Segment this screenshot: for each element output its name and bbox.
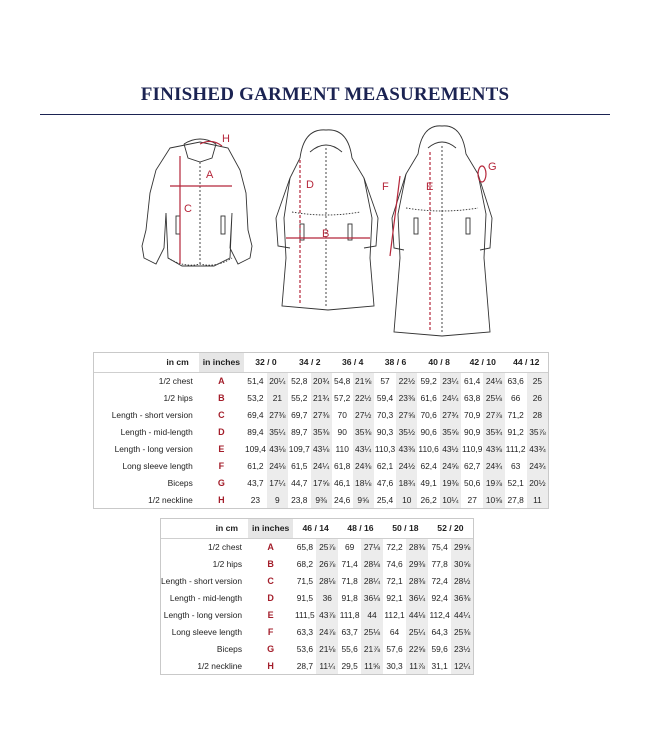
value-cm: 53,6: [296, 643, 313, 654]
value-cm: 70,9: [464, 409, 481, 420]
value-cm: 64,3: [431, 626, 448, 637]
value-cm: 72,2: [386, 541, 403, 552]
measurement-label: Biceps: [216, 643, 243, 654]
measurement-label: Long sleeve length: [171, 626, 243, 637]
label-g: G: [488, 161, 497, 173]
measurement-letter: E: [267, 609, 274, 620]
value-cm: 26,2: [420, 494, 437, 505]
value-cm: 71,8: [341, 575, 358, 586]
value-inches: 28½: [451, 572, 473, 589]
unit-in-header: in inches: [199, 353, 244, 372]
value-cm: 91,5: [296, 592, 313, 603]
value-cm: 64: [389, 626, 400, 637]
mid-length-parka-drawing: [276, 130, 378, 310]
value-inches: 27⅛: [361, 538, 383, 555]
value-cm: 110: [335, 443, 349, 454]
value-inches: 27⅜: [311, 406, 332, 423]
value-cm: 111,2: [505, 443, 526, 454]
table-row: [161, 572, 473, 589]
value-inches: 9⅝: [353, 491, 374, 508]
value-cm: 63,6: [507, 375, 524, 386]
table-row: [161, 589, 473, 606]
value-cm: 49,1: [420, 477, 437, 488]
value-cm: 59,4: [376, 392, 394, 403]
value-cm: 61,6: [420, 392, 437, 403]
measurement-label: 1/2 neckline: [148, 494, 193, 505]
value-inches: 17¼: [267, 474, 288, 491]
measurement-letter: F: [218, 460, 225, 471]
table-row: [94, 440, 548, 457]
measurement-letter: F: [267, 626, 274, 637]
value-inches: 28⅛: [361, 555, 383, 572]
value-inches: 43¾: [527, 440, 548, 457]
value-cm: 69,7: [291, 409, 308, 420]
value-cm: 59,6: [431, 643, 448, 654]
measurement-label: 1/2 chest: [208, 541, 243, 552]
table-row: [161, 623, 473, 640]
value-cm: 89,4: [247, 426, 264, 437]
page-title: FINISHED GARMENT MEASUREMENTS: [140, 84, 510, 105]
value-cm: 55,6: [341, 643, 358, 654]
size-header: 46 / 14: [293, 519, 338, 538]
table-header-row: [161, 519, 473, 538]
measurement-label: 1/2 chest: [158, 375, 193, 386]
value-cm: 70: [337, 409, 347, 420]
value-inches: 19⅜: [440, 474, 461, 491]
value-inches: 43⅛: [267, 440, 288, 457]
value-cm: 28,7: [296, 660, 313, 671]
size-header: 34 / 2: [288, 353, 332, 372]
value-cm: 61,8: [334, 460, 351, 471]
value-inches: 27⅞: [483, 406, 504, 423]
value-cm: 70,3: [376, 409, 394, 420]
table-row: [94, 406, 548, 423]
value-inches: 23½: [451, 640, 473, 657]
value-cm: 54,8: [334, 375, 351, 386]
size-header: 40 / 8: [417, 353, 461, 372]
value-cm: 61,4: [464, 375, 481, 386]
value-cm: 69,4: [247, 409, 264, 420]
size-header: 52 / 20: [428, 519, 473, 538]
measurement-label: Long sleeve length: [122, 460, 193, 471]
value-cm: 51,4: [247, 375, 264, 386]
value-inches: 35¾: [483, 423, 504, 440]
value-inches: 9: [267, 491, 288, 508]
value-cm: 111,5: [294, 609, 315, 620]
measurement-letter: E: [218, 443, 225, 454]
value-inches: 29⅜: [406, 555, 428, 572]
value-inches: 28¼: [361, 572, 383, 589]
value-inches: 24¾: [527, 457, 548, 474]
value-inches: 18⅛: [353, 474, 374, 491]
value-inches: 21¾: [311, 389, 332, 406]
size-header: 44 / 12: [505, 353, 549, 372]
value-inches: 24⅞: [316, 623, 338, 640]
value-cm: 47,6: [376, 477, 394, 488]
value-cm: 90,3: [376, 426, 394, 437]
value-cm: 77,8: [431, 558, 448, 569]
value-inches: 35⅜: [311, 423, 332, 440]
value-cm: 90,6: [420, 426, 437, 437]
title-rule: [40, 114, 610, 115]
value-cm: 57,2: [334, 392, 351, 403]
value-inches: 44⅛: [406, 606, 428, 623]
value-cm: 89,7: [291, 426, 308, 437]
value-cm: 71,4: [341, 558, 358, 569]
measurement-letter: B: [218, 392, 225, 403]
value-inches: 17⅝: [311, 474, 332, 491]
value-cm: 23,8: [291, 494, 308, 505]
value-inches: 27½: [353, 406, 374, 423]
measurement-label: Length - short version: [111, 409, 193, 420]
value-inches: 20¼: [267, 372, 288, 389]
measurement-letter: G: [267, 643, 275, 654]
long-parka-drawing: [390, 126, 492, 336]
measurement-letter: H: [267, 660, 274, 671]
measurement-letter: G: [217, 477, 225, 488]
value-inches: 27⅝: [396, 406, 417, 423]
value-cm: 61,2: [247, 460, 264, 471]
value-inches: 11⅝: [361, 657, 383, 674]
value-inches: 24⅝: [440, 457, 461, 474]
value-inches: 28⅜: [406, 572, 428, 589]
value-inches: 11¼: [316, 657, 338, 674]
value-cm: 27,8: [507, 494, 524, 505]
measurement-label: 1/2 hips: [163, 392, 193, 403]
value-inches: 23⅜: [396, 389, 417, 406]
value-cm: 44,7: [291, 477, 308, 488]
value-inches: 12¼: [451, 657, 473, 674]
value-inches: 29⅝: [451, 538, 473, 555]
value-inches: 44¼: [451, 606, 473, 623]
value-inches: 26: [527, 389, 548, 406]
measurement-label: Biceps: [167, 477, 193, 488]
measurement-letter: C: [267, 575, 274, 586]
value-inches: 35½: [396, 423, 417, 440]
value-cm: 68,2: [296, 558, 313, 569]
size-header: 50 / 18: [383, 519, 428, 538]
value-inches: 26⅞: [316, 555, 338, 572]
value-inches: 43⅛: [311, 440, 332, 457]
table-row: [94, 474, 548, 491]
label-c: C: [184, 203, 192, 215]
value-inches: 35⅝: [440, 423, 461, 440]
value-inches: 36: [316, 589, 338, 606]
value-cm: 109,4: [244, 443, 266, 454]
value-inches: 44: [361, 606, 383, 623]
value-inches: 24⅜: [353, 457, 374, 474]
measurement-letter: H: [218, 494, 225, 505]
label-a: A: [206, 169, 214, 181]
label-d: D: [306, 179, 314, 191]
table-row: [161, 538, 473, 555]
value-cm: 57: [380, 375, 390, 386]
value-cm: 63,7: [341, 626, 358, 637]
table-row: [161, 606, 473, 623]
value-inches: 11: [527, 491, 548, 508]
value-cm: 112,1: [384, 609, 405, 620]
value-inches: 36⅛: [361, 589, 383, 606]
value-inches: 25⅜: [451, 623, 473, 640]
value-cm: 90,9: [464, 426, 481, 437]
value-cm: 92,4: [431, 592, 448, 603]
value-inches: 35⅜: [353, 423, 374, 440]
table-row: [161, 555, 473, 572]
value-cm: 31,1: [431, 660, 448, 671]
measurement-letter: D: [267, 592, 274, 603]
value-inches: 21⅝: [353, 372, 374, 389]
value-cm: 52,8: [291, 375, 308, 386]
value-inches: 43½: [440, 440, 461, 457]
value-inches: 18¾: [396, 474, 417, 491]
table-row: [94, 457, 548, 474]
value-cm: 111,8: [339, 609, 360, 620]
value-cm: 63,3: [296, 626, 313, 637]
table-row: [94, 372, 548, 389]
measurement-label: Length - long version: [163, 609, 243, 620]
size-header: 32 / 0: [244, 353, 288, 372]
value-cm: 70,6: [420, 409, 437, 420]
value-inches: 28⅜: [406, 538, 428, 555]
value-cm: 43,7: [247, 477, 264, 488]
value-cm: 91,2: [507, 426, 524, 437]
value-cm: 24,6: [334, 494, 351, 505]
size-header: 38 / 6: [374, 353, 418, 372]
value-inches: 20¾: [311, 372, 332, 389]
table-row: [94, 491, 548, 508]
unit-cm-header: in cm: [94, 353, 199, 372]
label-f: F: [382, 181, 389, 193]
measurement-letter: A: [218, 375, 225, 386]
value-inches: 21⅞: [361, 640, 383, 657]
value-inches: 36¼: [406, 589, 428, 606]
label-h: H: [222, 133, 230, 145]
value-inches: 43⅝: [483, 440, 504, 457]
value-cm: 23: [250, 494, 261, 505]
value-cm: 110,9: [462, 443, 483, 454]
unit-in-header: in inches: [248, 519, 293, 538]
table-row: [94, 423, 548, 440]
value-cm: 29,5: [341, 660, 358, 671]
value-inches: 10: [396, 491, 417, 508]
value-cm: 112,4: [429, 609, 450, 620]
value-cm: 53,2: [247, 392, 264, 403]
measurement-label: Length - mid-length: [120, 426, 193, 437]
value-inches: 22⅝: [406, 640, 428, 657]
value-inches: 21: [267, 389, 288, 406]
value-cm: 50,6: [464, 477, 481, 488]
value-inches: 20½: [527, 474, 548, 491]
value-cm: 62,7: [464, 460, 481, 471]
label-b: B: [322, 228, 330, 240]
measurement-label: 1/2 neckline: [197, 660, 243, 671]
value-cm: 75,4: [431, 541, 448, 552]
value-cm: 61,5: [291, 460, 308, 471]
value-inches: 43⅜: [396, 440, 417, 457]
table-row: [94, 389, 548, 406]
value-inches: 25⅛: [361, 623, 383, 640]
value-inches: 22½: [353, 389, 374, 406]
size-header: 42 / 10: [461, 353, 505, 372]
value-inches: 10¼: [440, 491, 461, 508]
value-cm: 57,6: [386, 643, 403, 654]
value-cm: 25,4: [376, 494, 394, 505]
value-inches: 25⅞: [316, 538, 338, 555]
table-row: [161, 657, 473, 674]
unit-cm-header: in cm: [161, 519, 248, 538]
measurements-table-2: [160, 518, 474, 675]
value-inches: 22½: [396, 372, 417, 389]
value-cm: 63: [511, 460, 521, 471]
value-inches: 25¼: [406, 623, 428, 640]
value-inches: 19⅞: [483, 474, 504, 491]
value-inches: 27¾: [440, 406, 461, 423]
value-cm: 72,1: [386, 575, 403, 586]
value-cm: 110,6: [418, 443, 439, 454]
value-inches: 27⅜: [267, 406, 288, 423]
value-inches: 10⅝: [483, 491, 504, 508]
value-cm: 69: [344, 541, 355, 552]
value-cm: 74,6: [386, 558, 403, 569]
value-inches: 24⅛: [483, 372, 504, 389]
value-cm: 90: [337, 426, 347, 437]
size-header: 36 / 4: [332, 353, 374, 372]
measurement-label: Length - short version: [161, 575, 243, 586]
measurement-label: Length - mid-length: [169, 592, 243, 603]
measurement-letter: A: [267, 541, 274, 552]
value-inches: 28⅛: [316, 572, 338, 589]
short-jacket-drawing: [142, 139, 252, 266]
value-inches: 11⅞: [406, 657, 428, 674]
value-inches: 24¼: [440, 389, 461, 406]
value-inches: 24⅛: [267, 457, 288, 474]
value-inches: 35⅞: [527, 423, 548, 440]
table-header-row: [94, 353, 548, 372]
value-cm: 91,8: [341, 592, 358, 603]
value-cm: 110,3: [374, 443, 396, 454]
measurements-table-1: [93, 352, 549, 509]
value-cm: 46,1: [334, 477, 351, 488]
value-inches: 43¼: [353, 440, 374, 457]
value-cm: 62,1: [376, 460, 394, 471]
value-inches: 21⅛: [316, 640, 338, 657]
table-row: [161, 640, 473, 657]
value-cm: 30,3: [386, 660, 403, 671]
value-cm: 52,1: [507, 477, 524, 488]
value-cm: 62,4: [420, 460, 437, 471]
label-e: E: [426, 181, 434, 193]
value-inches: 30⅝: [451, 555, 473, 572]
value-cm: 59,2: [420, 375, 437, 386]
value-cm: 71,2: [507, 409, 524, 420]
measurement-label: 1/2 hips: [212, 558, 243, 569]
value-cm: 65,8: [296, 541, 313, 552]
value-cm: 71,5: [296, 575, 313, 586]
measurement-letter: B: [267, 558, 274, 569]
measurement-label: Length - long version: [114, 443, 193, 454]
value-cm: 72,4: [431, 575, 448, 586]
value-inches: 43⅞: [316, 606, 338, 623]
measurement-letter: D: [218, 426, 225, 437]
measurement-letter: C: [218, 409, 225, 420]
value-inches: 24¾: [483, 457, 504, 474]
value-inches: 23¼: [440, 372, 461, 389]
value-inches: 24½: [396, 457, 417, 474]
value-inches: 9⅜: [311, 491, 332, 508]
value-cm: 63,8: [464, 392, 481, 403]
value-inches: 35¼: [267, 423, 288, 440]
value-cm: 92,1: [386, 592, 403, 603]
value-cm: 109,7: [288, 443, 310, 454]
value-cm: 66: [511, 392, 521, 403]
value-inches: 24¼: [311, 457, 332, 474]
value-inches: 25: [527, 372, 548, 389]
garment-illustrations: [0, 118, 650, 340]
value-inches: 28: [527, 406, 548, 423]
value-inches: 25⅛: [483, 389, 504, 406]
value-inches: 36⅜: [451, 589, 473, 606]
size-header: 48 / 16: [338, 519, 383, 538]
value-cm: 55,2: [291, 392, 308, 403]
value-cm: 27: [467, 494, 477, 505]
